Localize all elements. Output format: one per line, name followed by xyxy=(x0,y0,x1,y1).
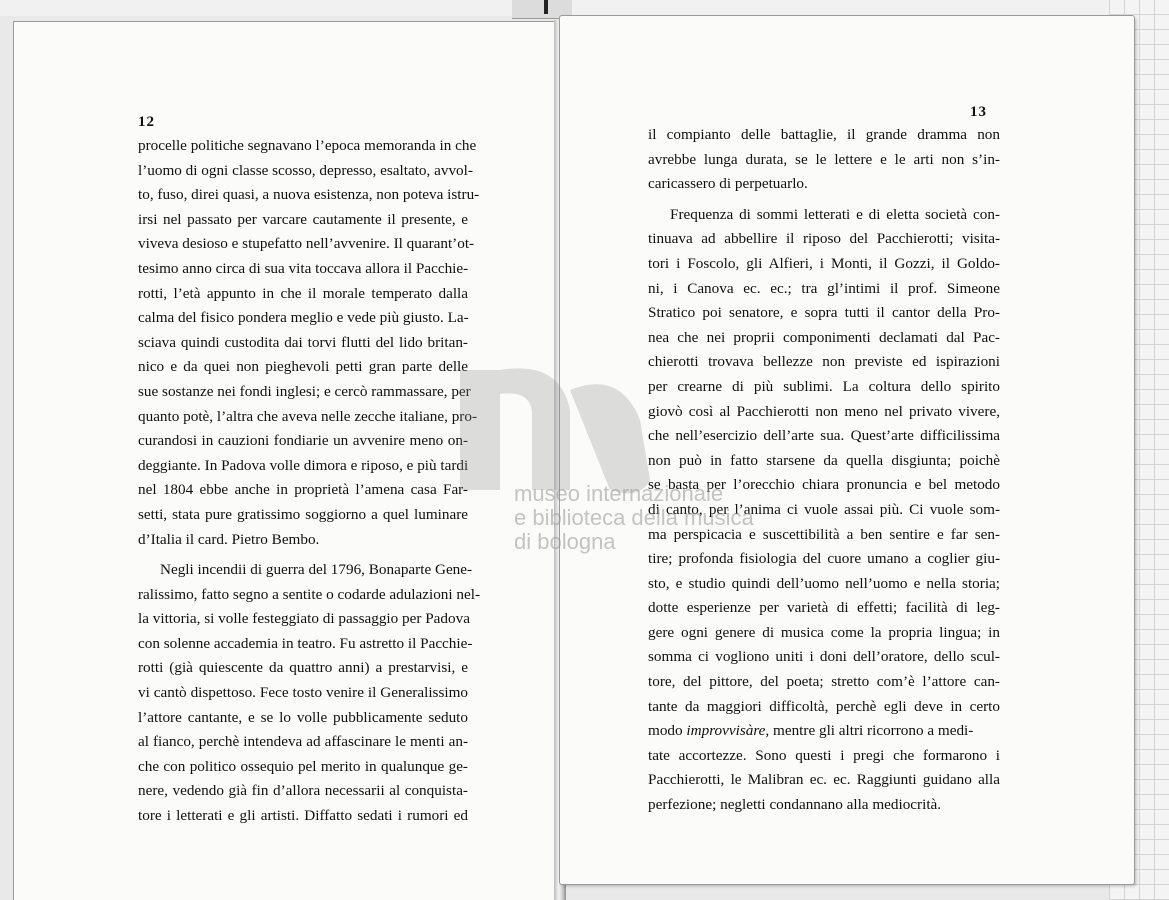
text-line: to, fuso, direi quasi, a nuova esistenza, non poteva istru- xyxy=(138,186,480,204)
text-line: ni, i Canova ec. ec.; tra gl’intimi il prof. Simeone xyxy=(648,279,1000,297)
scanner-top-strip xyxy=(0,0,1169,16)
text-line: tore, del pittore, del poeta; stretto com’è l’attore can- xyxy=(648,673,1000,691)
text-line: perfezione; negletti condannano alla mediocrità. xyxy=(648,796,942,814)
text-line xyxy=(648,719,1000,744)
text-line: tire; profonda fisiologia del cuore umano a coglier giu- xyxy=(648,550,1000,568)
text-line: nea che nei proprii componimenti declamati dal Pac- xyxy=(648,328,1000,346)
text-line: nere, vedendo già fin d’allora necessarii al conquista- xyxy=(138,782,468,800)
text-line: rotti (già quiescente da quattro anni) a prestarvisi, e xyxy=(138,659,468,677)
page-number-left: 12 xyxy=(138,114,155,130)
text-line: Frequenza di sommi letterati e di eletta società con- xyxy=(670,205,1000,223)
italic-word: improvvisàre xyxy=(686,722,766,740)
text-line: tate accortezze. Sono questi i pregi che formarono i xyxy=(648,746,1000,764)
text-line: la vittoria, si volle festeggiato di passaggio per Padova xyxy=(138,610,470,628)
text-line: calma del fisico pondera meglio e vede più giusto. La- xyxy=(138,309,469,327)
text-line: sciava quindi custodita dai torvi flutti del lido britan- xyxy=(138,333,468,351)
text-line: curandosi in cauzioni fondiarie un avvenire meno on- xyxy=(138,432,468,450)
text-line: setti, stata pure gratissimo soggiorno a quel luminare xyxy=(138,505,468,523)
text-line: tesimo anno circa di sua vita toccava allora il Pacchie- xyxy=(138,259,469,277)
text-line: sue sostanze nei fondi inglesi; e cercò rammassare, per xyxy=(138,382,471,400)
left-page-text xyxy=(138,134,481,829)
right-page xyxy=(560,16,1134,884)
text-line: Pacchierotti, le Malibran ec. ec. Raggiunti guidano alla xyxy=(648,771,1000,789)
text-line: che nell’esercizio dell’arte sua. Quest’arte difficilissima xyxy=(648,427,1000,445)
text-line: non può in fatto starsene da quella disgiunta; poichè xyxy=(648,451,1000,469)
watermark-line: e biblioteca della musica xyxy=(514,505,754,530)
text-line: l’attore cantante, e se lo volle pubblicamente seduto xyxy=(138,708,468,726)
text-line: procelle politiche segnavano l’epoca memoranda in che xyxy=(138,137,477,154)
text-line: Stratico poi senatore, e sopra tutti il cantor della Pro- xyxy=(648,304,1000,322)
text-line: tori i Foscolo, gli Alfieri, i Monti, il Gozzi, il Goldo- xyxy=(648,254,1000,272)
text-line: che con politico ossequio pel merito in qualunque ge- xyxy=(138,757,468,775)
text-line: tante da maggiori difficoltà, perchè egli deve in certo xyxy=(648,697,1000,715)
right-page-text xyxy=(648,123,1000,818)
text-line: per crearne di più sublimi. La coltura dello spirito xyxy=(648,377,1000,395)
text-line: tore i letterati e gli artisti. Diffatto sedati i rumori ed xyxy=(138,807,468,825)
text-line: quanto potè, l’altra che aveva nelle zecche italiane, pro- xyxy=(138,407,478,425)
text-line: tinuava ad abbellire il riposo del Pacchierotti; visita- xyxy=(648,230,1000,248)
text-line: il compianto delle battaglie, il grande dramma non xyxy=(648,126,1000,143)
left-page xyxy=(14,22,561,900)
text-line: sto, e studio quindi dell’uomo nell’uomo e nella storia; xyxy=(648,574,1000,592)
text-line: avrebbe lunga durata, se le lettere e le arti non s’in- xyxy=(648,150,1000,168)
text-line: di canto, per l’anima ci vuole assai più. Ci vuole som- xyxy=(648,500,1000,518)
text-line: deggiante. In Padova volle dimora e riposo, e più tardi xyxy=(138,456,469,474)
text-line: d’Italia il card. Pietro Bembo. xyxy=(138,530,320,548)
watermark-line: museo internazionale xyxy=(514,481,724,506)
text-line: giovò così al Pacchierotti non meno nel privato vivere, xyxy=(648,402,1000,420)
text-line: ralissimo, fatto segno a sentite o codarde adulazioni nel- xyxy=(138,585,481,603)
text-line: viveva desioso e stupefatto nell’avvenire. Il quarant’ot- xyxy=(138,235,475,253)
text-segment: modo xyxy=(648,722,683,740)
text-line: ma perspicacia e suscettibilità a ben sentire e far sen- xyxy=(648,525,1000,543)
text-line: nel 1804 ebbe anche in proprietà l’amena casa Far- xyxy=(138,481,468,499)
text-line: vi cantò dispettoso. Fece tosto venire il Generalissimo xyxy=(138,684,468,702)
text-line: rotti, l’età appunto in che il morale temperato dalla xyxy=(138,284,468,302)
text-line: somma ci vogliono uniti i doni dell’oratore, dello scul- xyxy=(648,648,1000,666)
text-line: caricassero di perpetuarlo. xyxy=(648,175,808,193)
museum-watermark-text xyxy=(514,482,754,554)
text-line: se basta per l’orecchio chiara pronuncia e bel metodo xyxy=(648,476,1000,494)
watermark-line: di bologna xyxy=(514,529,616,554)
text-line: chierotti trovava bellezze non previste ed ispirazioni xyxy=(648,353,1000,371)
text-line: irsi nel passato per varcare cautamente il presente, e xyxy=(138,210,468,228)
text-segment: , mentre gli altri ricorrono a medi- xyxy=(765,722,974,740)
text-line: gere ogni genere di musica come la propria lingua; in xyxy=(648,623,1000,641)
text-line: nico e da quei non pieghevoli petti gran parte delle xyxy=(138,358,468,376)
text-line: l’uomo di ogni classe scosso, depresso, esaltato, avvol- xyxy=(138,161,473,179)
text-line: dotte esperienze per varietà di effetti; facilità di leg- xyxy=(648,599,1000,617)
page-number-right: 13 xyxy=(970,104,987,120)
text-line: con solenne accademia in teatro. Fu astretto il Pacchie- xyxy=(138,634,473,652)
text-line: al fianco, perchè intendeva ad affascinare le menti an- xyxy=(138,733,468,751)
text-line: Negli incendii di guerra del 1796, Bonaparte Gene- xyxy=(160,561,473,579)
